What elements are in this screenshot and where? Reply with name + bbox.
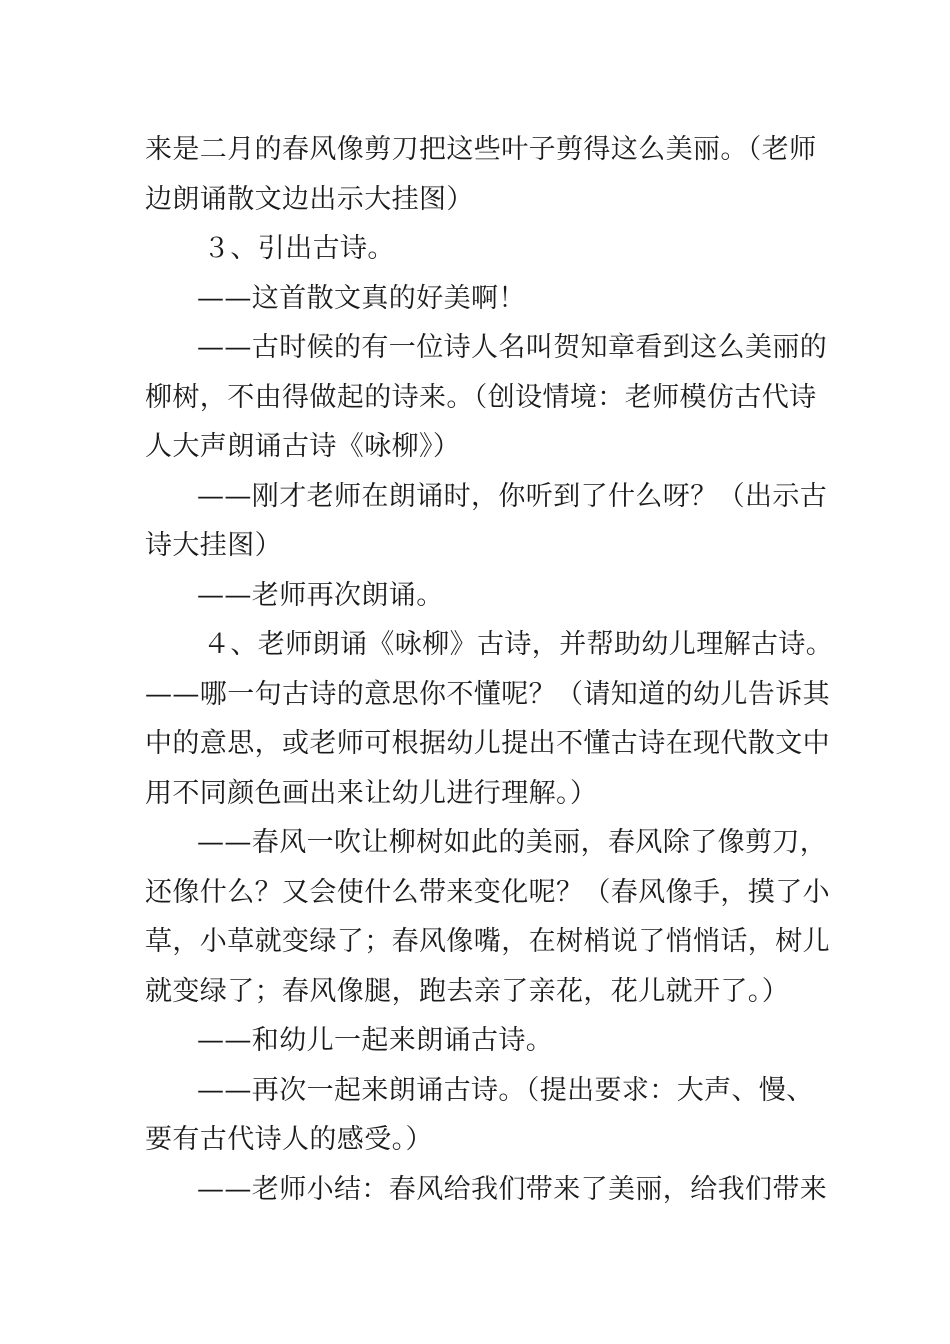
text-line: ——刚才老师在朗诵时，你听到了什么呀？（出示古	[197, 480, 828, 512]
section-heading: ３、引出古诗。	[203, 233, 395, 264]
text-line: 还像什么？又会使什么带来变化呢？（春风像手，摸了小	[145, 876, 830, 908]
text-line: 诗大挂图）	[145, 530, 282, 561]
text-line: 来是二月的春风像剪刀把这些叶子剪得这么美丽。（老师	[145, 134, 817, 165]
text-line: 中的意思，或老师可根据幼儿提出不懂古诗在现代散文中	[145, 728, 830, 759]
text-line: ——古时候的有一位诗人名叫贺知章看到这么美丽的	[197, 332, 828, 363]
text-line: ——老师小结：春风给我们带来了美丽，给我们带来	[197, 1173, 828, 1205]
text-line: ——再次一起来朗诵古诗。（提出要求：大声、慢、	[197, 1074, 814, 1106]
text-line: 就变绿了；春风像腿，跑去亲了亲花，花儿就开了。）	[145, 975, 790, 1007]
text-line: 人大声朗诵古诗《咏柳》）	[145, 431, 461, 462]
text-line: 柳树，不由得做起的诗来。（创设情境：老师模仿古代诗	[145, 381, 817, 413]
text-line: 要有古代诗人的感受。）	[145, 1124, 433, 1155]
document-body	[145, 125, 834, 1214]
text-line: ——春风一吹让柳树如此的美丽，春风除了像剪刀，	[197, 827, 828, 858]
text-line: ——和幼儿一起来朗诵古诗。	[197, 1025, 554, 1056]
text-line: ——这首散文真的好美啊！	[197, 282, 526, 314]
text-line: 草，小草就变绿了；春风像嘴，在树梢说了悄悄话，树儿	[145, 926, 830, 957]
section-heading: ４、老师朗诵《咏柳》古诗，并帮助幼儿理解古诗。	[203, 629, 834, 660]
text-line: 用不同颜色画出来让幼儿进行理解。）	[145, 777, 598, 809]
text-line: 边朗诵散文边出示大挂图）	[145, 183, 474, 215]
text-line: ——老师再次朗诵。	[197, 579, 444, 611]
text-line: ——哪一句古诗的意思你不懂呢？（请知道的幼儿告诉其	[145, 678, 830, 710]
